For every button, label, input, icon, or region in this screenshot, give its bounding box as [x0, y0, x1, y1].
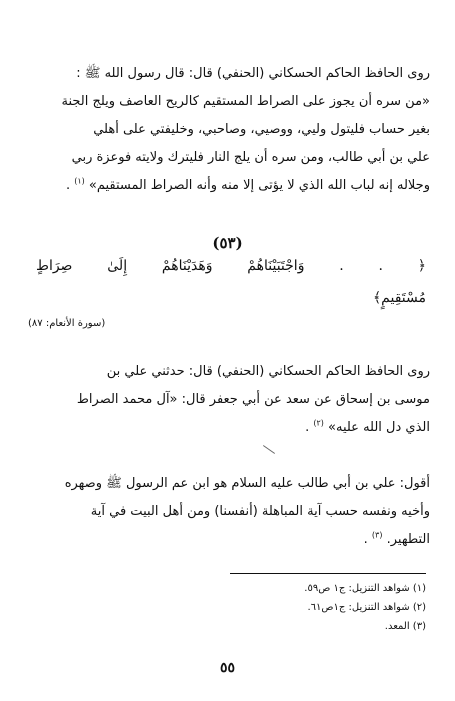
commentary-line-3-text: التطهير.	[386, 532, 430, 547]
top-paragraph-end-dot: .	[65, 178, 71, 193]
footnote-2: (٢) شواهد التنزيل: ج١ص٦١.	[307, 602, 426, 613]
top-paragraph-line-4: علي بن أبي طالب، ومن سره أن يلج النار فليترك ولايته فوعزة ربي	[71, 150, 430, 165]
footnote-3: (٣) المعد.	[384, 621, 426, 632]
stray-mark	[263, 445, 275, 454]
quran-verse-line-2: مُسْتَقِيمٍ﴾	[372, 290, 426, 306]
commentary-end-dot: .	[363, 532, 368, 547]
middle-paragraph-line-1: روى الحافظ الحاكم الحسكاني (الحنفي) قال: حدثني علي بن	[106, 364, 430, 379]
top-paragraph-line-2: «من سره أن يجوز على الصراط المستقيم كالريح العاصف ويلج الجنة	[61, 94, 430, 109]
top-paragraph-line-5-text: وجلاله إنه لباب الله الذي لا يؤتى إلا منه وأنه الصراط المستقيم»	[88, 178, 430, 193]
page-number: ٥٥	[219, 660, 236, 676]
footnotes	[30, 579, 426, 636]
middle-paragraph-line-2: موسى بن إسحاق عن سعد عن أبي جعفر قال: «آل محمد الصراط	[76, 392, 430, 407]
footnote-separator	[230, 573, 426, 574]
quran-verse-line-1: ﴿ . . وَاجْتَبَيْنَاهُمْ وَهَدَيْنَاهُمْ إِلَىٰ صِرَاطٍ	[36, 258, 426, 274]
middle-paragraph-end-dot: .	[305, 420, 310, 435]
commentary-line-2: وأخيه ونفسه حسب آية المباهلة (أنفسنا) ومن أهل البيت في آية	[90, 504, 430, 519]
footnote-marker-2: (٢)	[313, 418, 324, 428]
commentary-line-3	[30, 526, 430, 554]
commentary-line-1: أقول: علي بن أبي طالب عليه السلام هو ابن عم الرسول ﷺ وصهره	[64, 476, 430, 491]
verse-reference: (سورة الأنعام: ٨٧)	[28, 318, 106, 329]
top-paragraph-line-5	[30, 172, 430, 200]
footnote-marker-1: (١)	[74, 176, 85, 186]
footnote-1: (١) شواهد التنزيل: ج١ ص٥٩.	[304, 583, 426, 594]
middle-paragraph-line-3	[30, 414, 430, 442]
top-paragraph-line-3: بغير حساب فليتول وليي، ووصيي، وصاحبي، وخليفتي على أهلي	[93, 122, 430, 137]
commentary-paragraph	[30, 470, 430, 554]
footnote-marker-3: (٣)	[371, 530, 383, 540]
top-paragraph	[30, 60, 430, 200]
middle-paragraph-line-3-text: الذي دل الله عليه»	[328, 420, 430, 435]
top-paragraph-line-1: روى الحافظ الحاكم الحسكاني (الحنفي) قال: قال رسول الله ﷺ :	[76, 66, 430, 81]
middle-paragraph	[30, 358, 430, 442]
verse-number-heading: (٥٣)	[212, 234, 243, 252]
